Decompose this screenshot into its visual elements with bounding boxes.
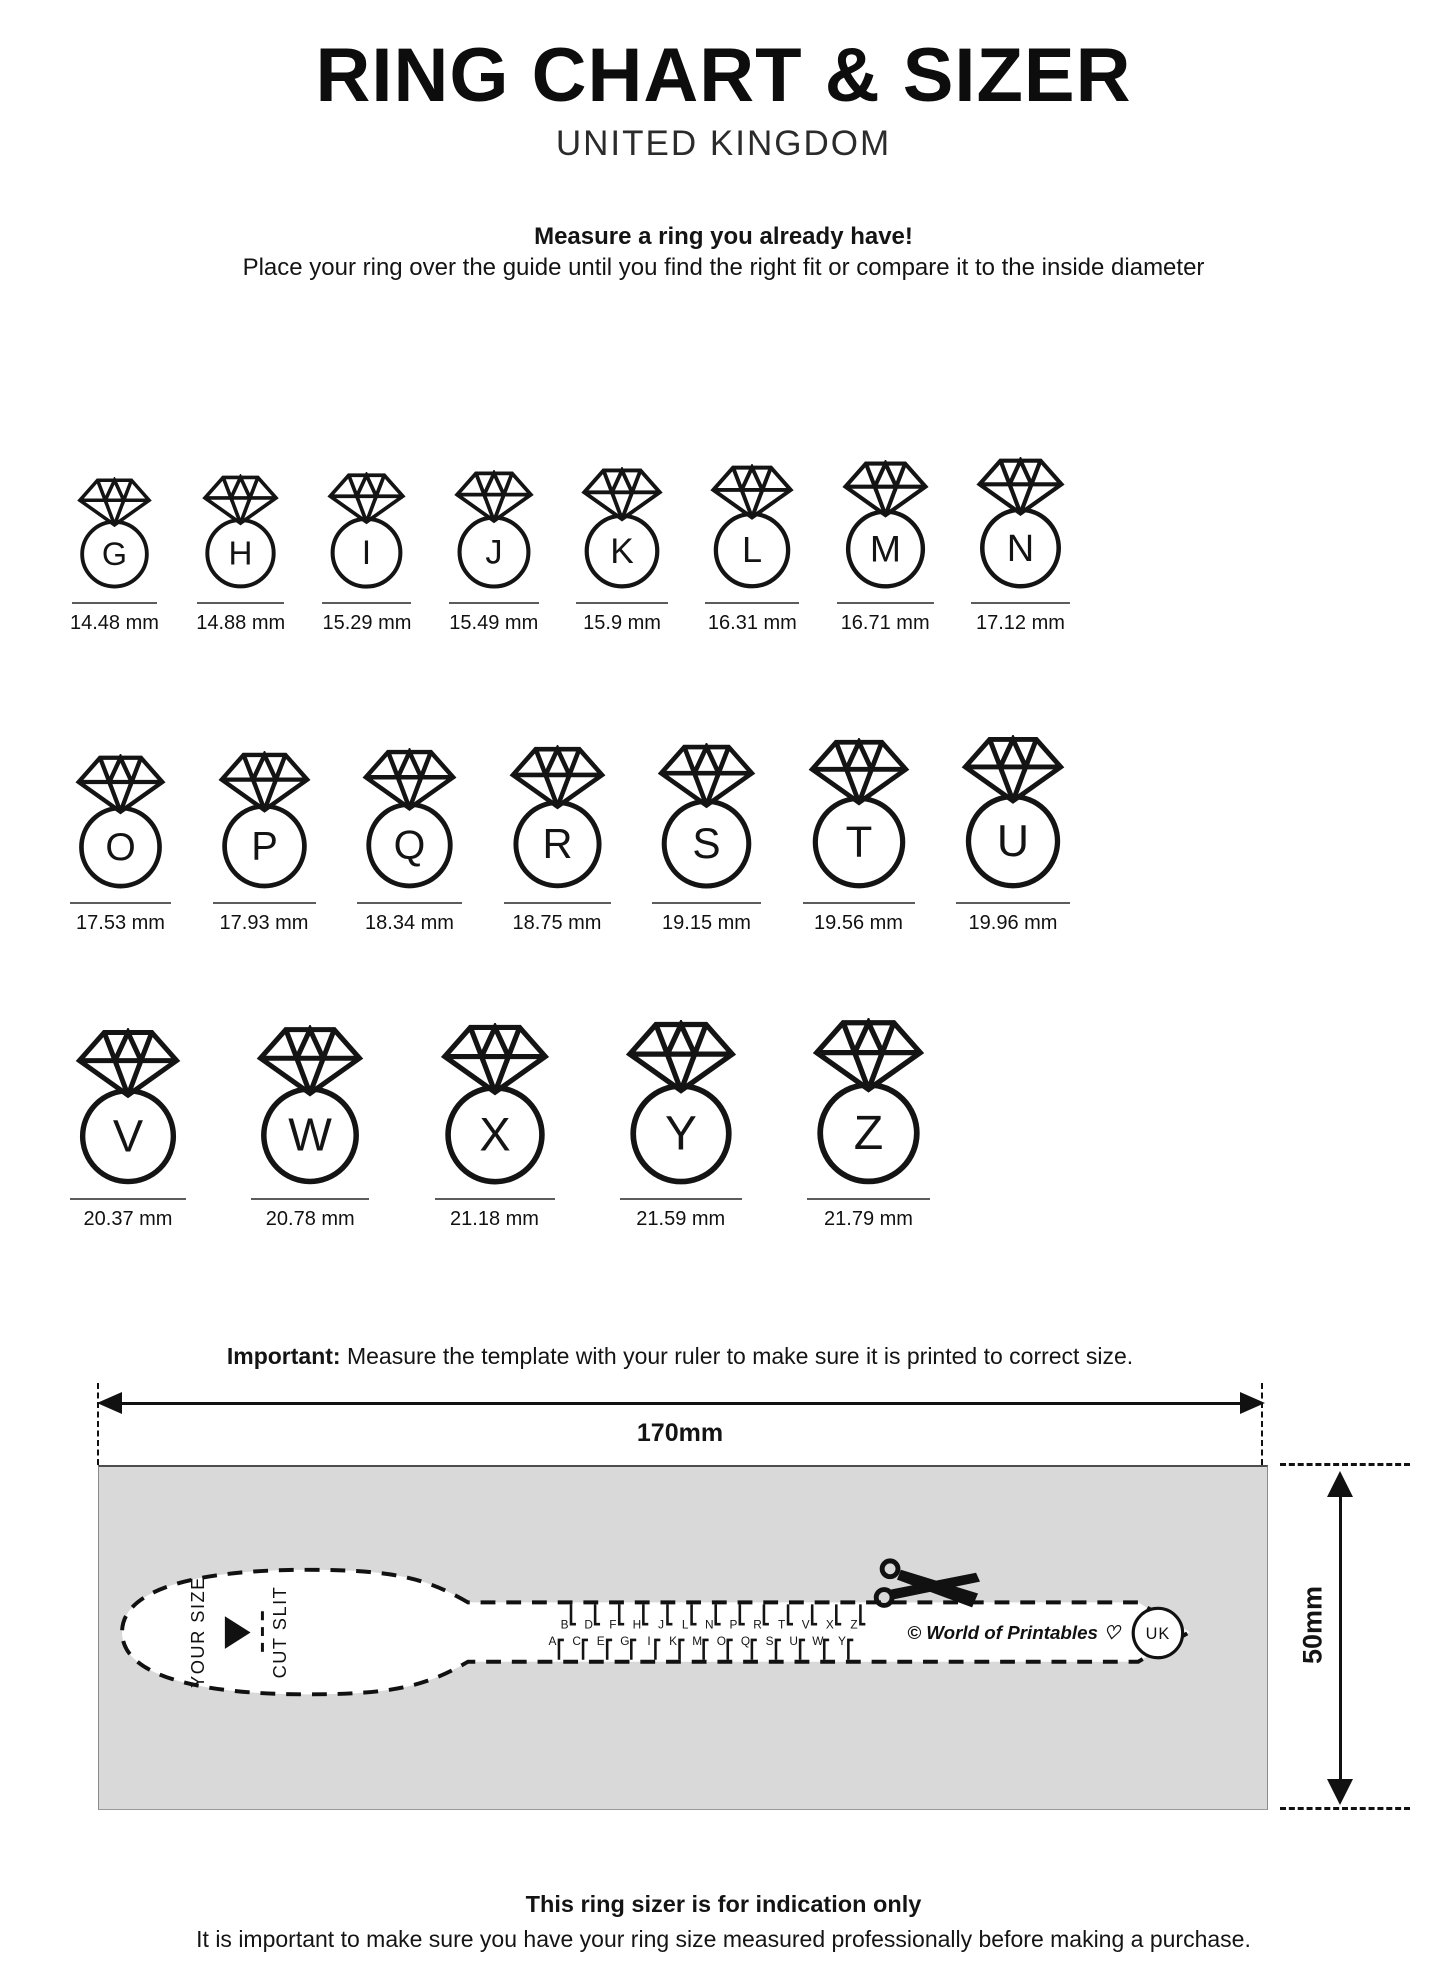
diamond-ring-icon bbox=[453, 470, 535, 589]
ruler-letter: N bbox=[704, 1617, 714, 1632]
ring-size-item bbox=[620, 1020, 742, 1231]
ruler-letter: Q bbox=[740, 1634, 751, 1649]
ring-size-item bbox=[196, 474, 285, 635]
diamond-ring-icon bbox=[624, 1020, 738, 1185]
diamond-ring-icon bbox=[326, 472, 407, 589]
ruler-letter: L bbox=[681, 1617, 689, 1632]
page-subtitle: UNITED KINGDOM bbox=[555, 123, 892, 163]
ring-size-item bbox=[807, 1018, 930, 1231]
ring-mm-label: 17.53 mm bbox=[76, 912, 165, 935]
ring-mm-label: 15.9 mm bbox=[583, 612, 661, 635]
diamond-ring-icon bbox=[709, 464, 795, 589]
header bbox=[0, 0, 1447, 164]
ring-letter: V bbox=[112, 1110, 144, 1162]
height-guide-line-bottom bbox=[1280, 1807, 1410, 1810]
height-guide-line-top bbox=[1280, 1463, 1410, 1466]
ring-underline bbox=[504, 902, 611, 904]
diamond-ring-icon bbox=[255, 1025, 365, 1185]
ruler-letter: D bbox=[584, 1617, 593, 1632]
ring-letter: P bbox=[250, 824, 278, 869]
height-arrow-line bbox=[1339, 1489, 1342, 1785]
ring-underline bbox=[807, 1198, 930, 1200]
intro-line: Place your ring over the guide until you find the right fit or compare it to the inside diameter bbox=[242, 253, 1205, 281]
ring-size-item bbox=[449, 470, 539, 635]
diamond-ring-icon bbox=[807, 738, 911, 889]
height-dimension-label: 50mm bbox=[1297, 1586, 1328, 1665]
diamond-ring-icon bbox=[217, 751, 312, 889]
ring-letter: T bbox=[845, 817, 872, 867]
page-title: RING CHART & SIZER bbox=[315, 33, 1132, 118]
ruler-letter: P bbox=[729, 1617, 738, 1632]
diamond-ring-icon bbox=[841, 460, 930, 589]
ring-letter: X bbox=[478, 1108, 511, 1161]
ring-mm-label: 14.88 mm bbox=[196, 612, 286, 635]
ring-underline bbox=[803, 902, 915, 904]
ring-mm-label: 19.56 mm bbox=[814, 912, 903, 935]
ring-underline bbox=[652, 902, 761, 904]
ring-size-item bbox=[971, 457, 1070, 635]
ring-size-item bbox=[435, 1023, 555, 1231]
ring-mm-label: 16.31 mm bbox=[707, 612, 797, 635]
sizer-print-area bbox=[98, 1465, 1268, 1810]
ruler-letter: B bbox=[560, 1617, 569, 1632]
ring-size-item bbox=[322, 472, 411, 635]
ring-letter: R bbox=[541, 820, 573, 868]
ring-row-3 bbox=[70, 1018, 930, 1231]
ring-letter: Y bbox=[664, 1107, 697, 1161]
ruler-letter: Y bbox=[837, 1634, 846, 1649]
important-text: Measure the template with your ruler to make sure it is printed to correct size. bbox=[340, 1343, 1134, 1370]
ruler-letter: T bbox=[778, 1617, 786, 1632]
ring-underline bbox=[357, 902, 462, 904]
ruler-letter: G bbox=[620, 1634, 630, 1649]
ruler-letter: J bbox=[658, 1617, 665, 1632]
ruler-letter: M bbox=[692, 1634, 703, 1649]
ring-underline bbox=[72, 602, 157, 604]
ruler-letter: K bbox=[669, 1634, 678, 1649]
ruler-letter: U bbox=[789, 1634, 798, 1649]
ring-underline bbox=[70, 902, 171, 904]
ring-letter: H bbox=[228, 535, 253, 573]
ruler-letter: X bbox=[825, 1617, 834, 1632]
ring-underline bbox=[449, 602, 539, 604]
ring-letter: L bbox=[742, 529, 763, 571]
footer-note bbox=[0, 1887, 1447, 1957]
ring-underline bbox=[956, 902, 1070, 904]
ring-underline bbox=[213, 902, 316, 904]
ring-size-item bbox=[213, 751, 316, 935]
ruler-letter: F bbox=[609, 1617, 617, 1632]
ruler-letter: V bbox=[801, 1617, 810, 1632]
intro-text bbox=[0, 222, 1447, 283]
ring-letter: O bbox=[105, 826, 136, 870]
ring-mm-label: 17.93 mm bbox=[219, 912, 309, 935]
intro-heading: Measure a ring you already have! bbox=[534, 222, 913, 250]
diamond-ring-icon bbox=[439, 1023, 551, 1185]
ring-mm-label: 19.96 mm bbox=[968, 912, 1058, 935]
diamond-ring-icon bbox=[580, 467, 664, 589]
ring-size-item bbox=[576, 467, 668, 635]
ring-underline bbox=[971, 602, 1070, 604]
ruler-letter: Z bbox=[850, 1617, 858, 1632]
ring-letter: W bbox=[288, 1108, 333, 1161]
diamond-ring-icon bbox=[201, 474, 280, 589]
height-arrow-bottom-icon bbox=[1327, 1779, 1353, 1805]
ruler-letter: I bbox=[647, 1634, 651, 1649]
ring-underline bbox=[837, 602, 934, 604]
important-label: Important: bbox=[226, 1343, 341, 1370]
ruler-letter: E bbox=[596, 1634, 605, 1649]
ring-mm-label: 21.79 mm bbox=[824, 1208, 913, 1231]
ring-size-item bbox=[504, 745, 611, 935]
ring-mm-label: 15.49 mm bbox=[449, 612, 539, 635]
brand-text: © World of Printables ♡ bbox=[907, 1622, 1120, 1644]
ring-underline bbox=[197, 602, 284, 604]
ring-underline bbox=[251, 1198, 369, 1200]
diamond-ring-icon bbox=[811, 1018, 926, 1185]
diamond-ring-icon bbox=[361, 748, 458, 889]
ring-size-item bbox=[803, 738, 915, 935]
ring-mm-label: 21.18 mm bbox=[450, 1208, 539, 1231]
diamond-ring-icon bbox=[975, 457, 1066, 589]
ring-mm-label: 20.78 mm bbox=[265, 1208, 355, 1231]
width-arrow-line bbox=[118, 1402, 1244, 1405]
ring-letter: Q bbox=[393, 821, 426, 868]
ring-letter: S bbox=[692, 820, 721, 868]
ring-size-item bbox=[705, 464, 799, 635]
ring-row-2 bbox=[70, 735, 1070, 935]
width-arrow-right-icon bbox=[1240, 1392, 1265, 1414]
sizer-section bbox=[0, 1343, 1447, 1813]
ring-row-1 bbox=[70, 457, 1070, 635]
ring-size-item bbox=[837, 460, 934, 635]
ring-mm-label: 15.29 mm bbox=[322, 612, 412, 635]
ring-letter: I bbox=[362, 534, 372, 573]
ruler-letter: W bbox=[812, 1634, 824, 1649]
ring-mm-label: 21.59 mm bbox=[636, 1208, 726, 1231]
diamond-ring-icon bbox=[656, 743, 757, 889]
ruler-letter: C bbox=[572, 1634, 581, 1649]
ruler-letter: A bbox=[548, 1634, 557, 1649]
ring-mm-label: 20.37 mm bbox=[83, 1208, 173, 1231]
ring-underline bbox=[705, 602, 799, 604]
ring-sizer-template bbox=[99, 1467, 1266, 1808]
ring-underline bbox=[322, 602, 411, 604]
ruler-letter: H bbox=[632, 1617, 642, 1632]
diamond-ring-icon bbox=[960, 735, 1066, 889]
ring-size-item bbox=[357, 748, 462, 935]
ring-size-item bbox=[70, 754, 171, 935]
ring-letter: J bbox=[485, 533, 503, 572]
footer-line: It is important to make sure you have your ring size measured professionally before making a purchase. bbox=[196, 1926, 1251, 1953]
ring-letter: G bbox=[101, 536, 128, 573]
ruler-letter: R bbox=[753, 1617, 762, 1632]
ring-mm-label: 19.15 mm bbox=[662, 912, 751, 935]
ring-underline bbox=[70, 1198, 186, 1200]
uk-badge-label: UK bbox=[1145, 1625, 1171, 1644]
ring-letter: Z bbox=[853, 1106, 884, 1161]
ruler-letter: O bbox=[716, 1634, 726, 1649]
scissors-icon bbox=[876, 1561, 980, 1607]
diamond-ring-icon bbox=[508, 745, 607, 889]
ring-mm-label: 16.71 mm bbox=[840, 612, 930, 635]
ring-mm-label: 18.75 mm bbox=[512, 912, 602, 935]
ring-size-item bbox=[70, 477, 159, 635]
ring-letter: K bbox=[610, 532, 634, 572]
ring-underline bbox=[620, 1198, 742, 1200]
diamond-ring-icon bbox=[74, 1028, 182, 1185]
ring-size-item bbox=[652, 743, 761, 935]
ring-size-item bbox=[251, 1025, 369, 1231]
ring-mm-label: 14.48 mm bbox=[70, 612, 159, 635]
ring-mm-label: 17.12 mm bbox=[975, 612, 1065, 635]
ring-mm-label: 18.34 mm bbox=[365, 912, 454, 935]
ring-underline bbox=[435, 1198, 555, 1200]
ruler-letter: S bbox=[765, 1634, 774, 1649]
ring-size-item bbox=[956, 735, 1070, 935]
your-size-label: YOUR SIZE bbox=[187, 1576, 209, 1689]
cut-slit-label: CUT SLIT bbox=[269, 1585, 291, 1679]
important-note bbox=[98, 1343, 1262, 1370]
ring-letter: N bbox=[1006, 526, 1035, 570]
width-dimension-label: 170mm bbox=[636, 1419, 724, 1448]
footer-heading: This ring sizer is for indication only bbox=[525, 1891, 922, 1918]
ring-underline bbox=[576, 602, 668, 604]
diamond-ring-icon bbox=[76, 477, 153, 589]
ring-size-item bbox=[70, 1028, 186, 1231]
ring-letter: U bbox=[996, 817, 1030, 867]
diamond-ring-icon bbox=[74, 754, 167, 889]
ring-letter: M bbox=[869, 527, 901, 570]
